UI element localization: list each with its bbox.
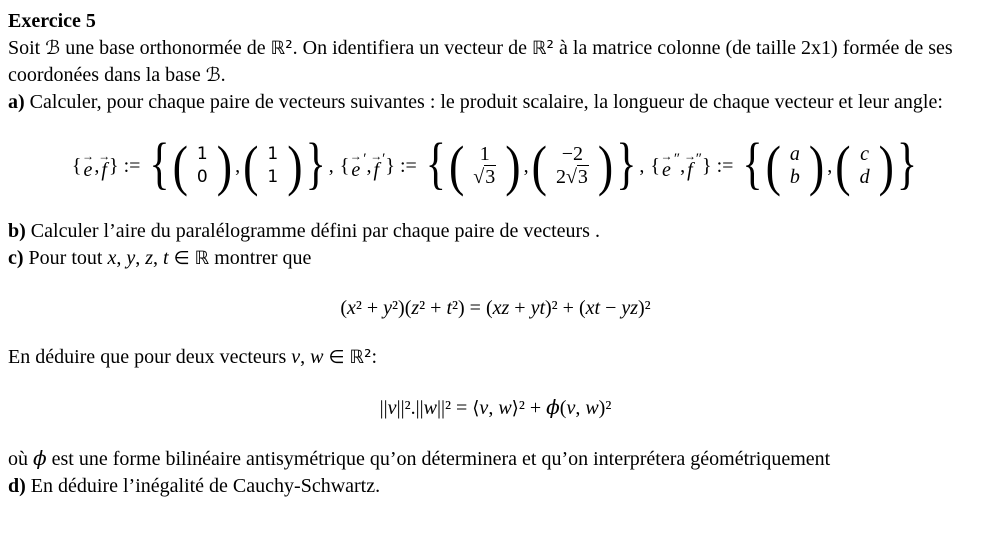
comma-separator: , (523, 154, 529, 177)
text-run: , (488, 397, 499, 419)
text-run: : (371, 346, 378, 368)
text-run: En déduire l’inégalité de Cauchy-Schwartz. (25, 475, 381, 497)
vector-arrow-icon: → (81, 149, 94, 163)
text-run: t (163, 247, 169, 269)
text-run: )² (598, 397, 612, 419)
text-run: ²) = ( (452, 297, 493, 319)
comma-separator: , (235, 154, 241, 177)
vector-letter: f (687, 159, 693, 181)
text-run: où (8, 448, 33, 470)
vector-cell: 1 (267, 144, 279, 164)
big-paren: ) (597, 134, 614, 198)
text-run: t (446, 297, 453, 319)
text-run: . On identifiera un vecteur de (292, 37, 532, 59)
big-brace: { (425, 133, 446, 196)
text-run: z (145, 247, 154, 269)
big-brace: } (616, 133, 637, 196)
text-run: y (126, 247, 136, 269)
big-paren: ( (172, 134, 188, 198)
vector-cell: 0 (196, 167, 208, 187)
text-run: yt (530, 297, 546, 319)
column-vector (465, 143, 504, 189)
text-run: v (479, 397, 489, 419)
text-run: x (346, 297, 356, 319)
text-run: ℝ (194, 248, 210, 269)
text-run: ² (355, 297, 362, 319)
pair-label: { → e ″ , → f ″ } := (650, 149, 739, 181)
vector-symbol (98, 149, 111, 182)
part-b-paragraph (8, 218, 983, 245)
vector-arrow-icon: → (370, 149, 383, 163)
part-d-paragraph (8, 473, 983, 500)
text-run: d) (8, 475, 26, 497)
vector-letter: e (83, 159, 93, 181)
text-run: || (379, 397, 388, 419)
text-run: Soit (8, 37, 46, 59)
text-run: à la matrice colonne (de taille 2x1) formée de ses coordonées dans la base (8, 37, 953, 86)
text-run: ⟨ (472, 398, 480, 419)
vector-pair-group (339, 133, 651, 198)
radicand: 3 (485, 166, 496, 188)
text-run: , (116, 247, 127, 269)
column-vector (548, 143, 597, 189)
vector-symbol (350, 150, 361, 182)
prime-mark: ″ (695, 150, 702, 167)
text-run: ∈ (328, 347, 345, 368)
text-run: Calculer, pour chaque paire de vecteurs suivantes : le produit scalaire, la longueur de chaque vecteur et leur angle: (24, 91, 943, 113)
part-a-paragraph (8, 89, 983, 116)
big-paren: ( (448, 134, 465, 198)
text-run: + (361, 297, 384, 319)
vector-arrow-icon: → (98, 149, 111, 163)
vector-cell: 2√3 (555, 166, 588, 188)
group-separator: , (328, 154, 334, 177)
vector-symbol (83, 150, 94, 182)
text-run: Pour tout (23, 247, 108, 269)
text-run: yz (621, 297, 639, 319)
text-run: − (600, 297, 622, 319)
vector-pair-group (71, 133, 340, 198)
text-run: , (153, 247, 164, 269)
text-run: w (423, 397, 437, 419)
radical-sign: √ (565, 166, 577, 188)
text-run: v (387, 397, 397, 419)
text-run: )² + ( (545, 297, 586, 319)
vector-pairs-equation (8, 126, 983, 206)
big-paren: ) (505, 134, 521, 198)
big-paren: ) (878, 134, 894, 198)
prime-mark: ″ (673, 150, 681, 167)
big-brace: { (149, 133, 170, 196)
vector-cell: 1 (267, 167, 279, 187)
big-paren: ) (808, 134, 825, 198)
vector-letter: e (351, 159, 361, 181)
big-paren: ) (216, 134, 233, 198)
column-vector (852, 143, 878, 189)
text-run: a) (8, 91, 25, 113)
vector-arrow-icon: → (683, 149, 696, 163)
text-run: ⟩ (511, 398, 519, 419)
text-run: ℬ (205, 64, 221, 86)
text-run: ² + (518, 397, 547, 419)
text-run: ϕ (33, 446, 47, 470)
text-run: ||² (396, 397, 411, 419)
text-run: b) (8, 220, 26, 242)
vector-symbol (661, 150, 672, 182)
intro-paragraph (8, 35, 983, 89)
identity-equation (8, 293, 983, 323)
comma-separator: , (827, 154, 833, 177)
vector-cell: a (789, 143, 800, 165)
text-run: ℝ² (270, 38, 293, 59)
text-run: . (410, 397, 416, 419)
text-run: ∈ (173, 248, 190, 269)
big-paren: ( (243, 134, 259, 198)
text-run: xt (585, 297, 601, 319)
big-paren: ( (835, 134, 851, 198)
text-run: ( (340, 297, 347, 319)
big-brace: } (896, 133, 918, 196)
exercise-title (8, 8, 983, 35)
vector-cell: b (789, 166, 800, 188)
deduce-paragraph (8, 344, 983, 371)
text-run: + (425, 297, 447, 319)
vector-arrow-icon: → (660, 149, 673, 163)
text-run: , (135, 247, 146, 269)
vector-letter: e (662, 159, 671, 181)
text-run: ||² = (436, 397, 473, 419)
text-run: ℬ (45, 37, 61, 59)
text-run: w (498, 397, 512, 419)
text-run: ² (419, 297, 426, 319)
text-run: v (566, 397, 576, 419)
text-run: , (575, 397, 586, 419)
big-paren: ) (287, 134, 303, 198)
text-run: xz (492, 297, 510, 319)
pair-label: { → e ′ , → f ′ } := (339, 149, 422, 181)
vector-letter: f (373, 159, 380, 181)
text-run: )² (638, 297, 651, 319)
prime-mark: ′ (382, 150, 386, 167)
text-run: ²)( (392, 297, 412, 319)
big-brace: { (742, 133, 763, 196)
vector-letter: f (101, 159, 107, 181)
text-run: x (107, 247, 117, 269)
phi-paragraph (8, 445, 983, 473)
text-run: est une forme bilinéaire antisymétrique qu’on déterminera et qu’on interprétera géométriquement (46, 448, 831, 470)
text-run: Exercice 5 (8, 10, 96, 32)
vector-arrow-icon: → (349, 149, 362, 163)
big-paren: ( (765, 134, 781, 198)
radical-sign: √ (473, 166, 485, 188)
vector-cell: d (859, 166, 870, 188)
text-run: une base orthonormée de (60, 37, 271, 59)
big-paren: ( (531, 134, 547, 198)
text-run: y (383, 297, 393, 319)
text-run: ϕ (546, 395, 560, 419)
vector-cell (473, 166, 496, 189)
vector-cell: −2 (561, 143, 584, 165)
vector-cell: c (860, 143, 870, 165)
text-run: montrer que (209, 247, 312, 269)
vector-cell: 1 (196, 144, 208, 164)
text-run: ( (559, 397, 567, 419)
text-run: z (411, 297, 420, 319)
prime-mark: ′ (363, 150, 367, 167)
column-vector (782, 143, 808, 189)
text-run: , (300, 346, 311, 368)
column-vector (259, 143, 286, 189)
text-run: c) (8, 247, 24, 269)
column-vector (189, 143, 216, 189)
vector-symbol (370, 149, 383, 182)
text-run: ℝ² (531, 38, 554, 59)
text-run: w (585, 397, 599, 419)
pair-label: { → e , → f } := (71, 149, 146, 181)
radicand: 3 (577, 166, 588, 188)
text-run: En déduire que pour deux vecteurs (8, 346, 292, 368)
text-run: || (415, 397, 424, 419)
text-run: ℝ² (349, 347, 372, 368)
text-run: w (310, 346, 324, 368)
text-run: Calculer l’aire du paralélogramme défini par chaque paire de vecteurs . (25, 220, 600, 242)
norm-equation (8, 392, 983, 424)
vector-cell: 1 (479, 143, 490, 165)
text-run: . (220, 64, 226, 86)
text-run: v (291, 346, 301, 368)
vector-symbol (683, 149, 696, 182)
big-brace: } (305, 133, 326, 196)
text-run: + (509, 297, 531, 319)
group-separator: , (639, 154, 645, 177)
vector-pair-group (650, 133, 919, 198)
part-c-paragraph (8, 245, 983, 272)
